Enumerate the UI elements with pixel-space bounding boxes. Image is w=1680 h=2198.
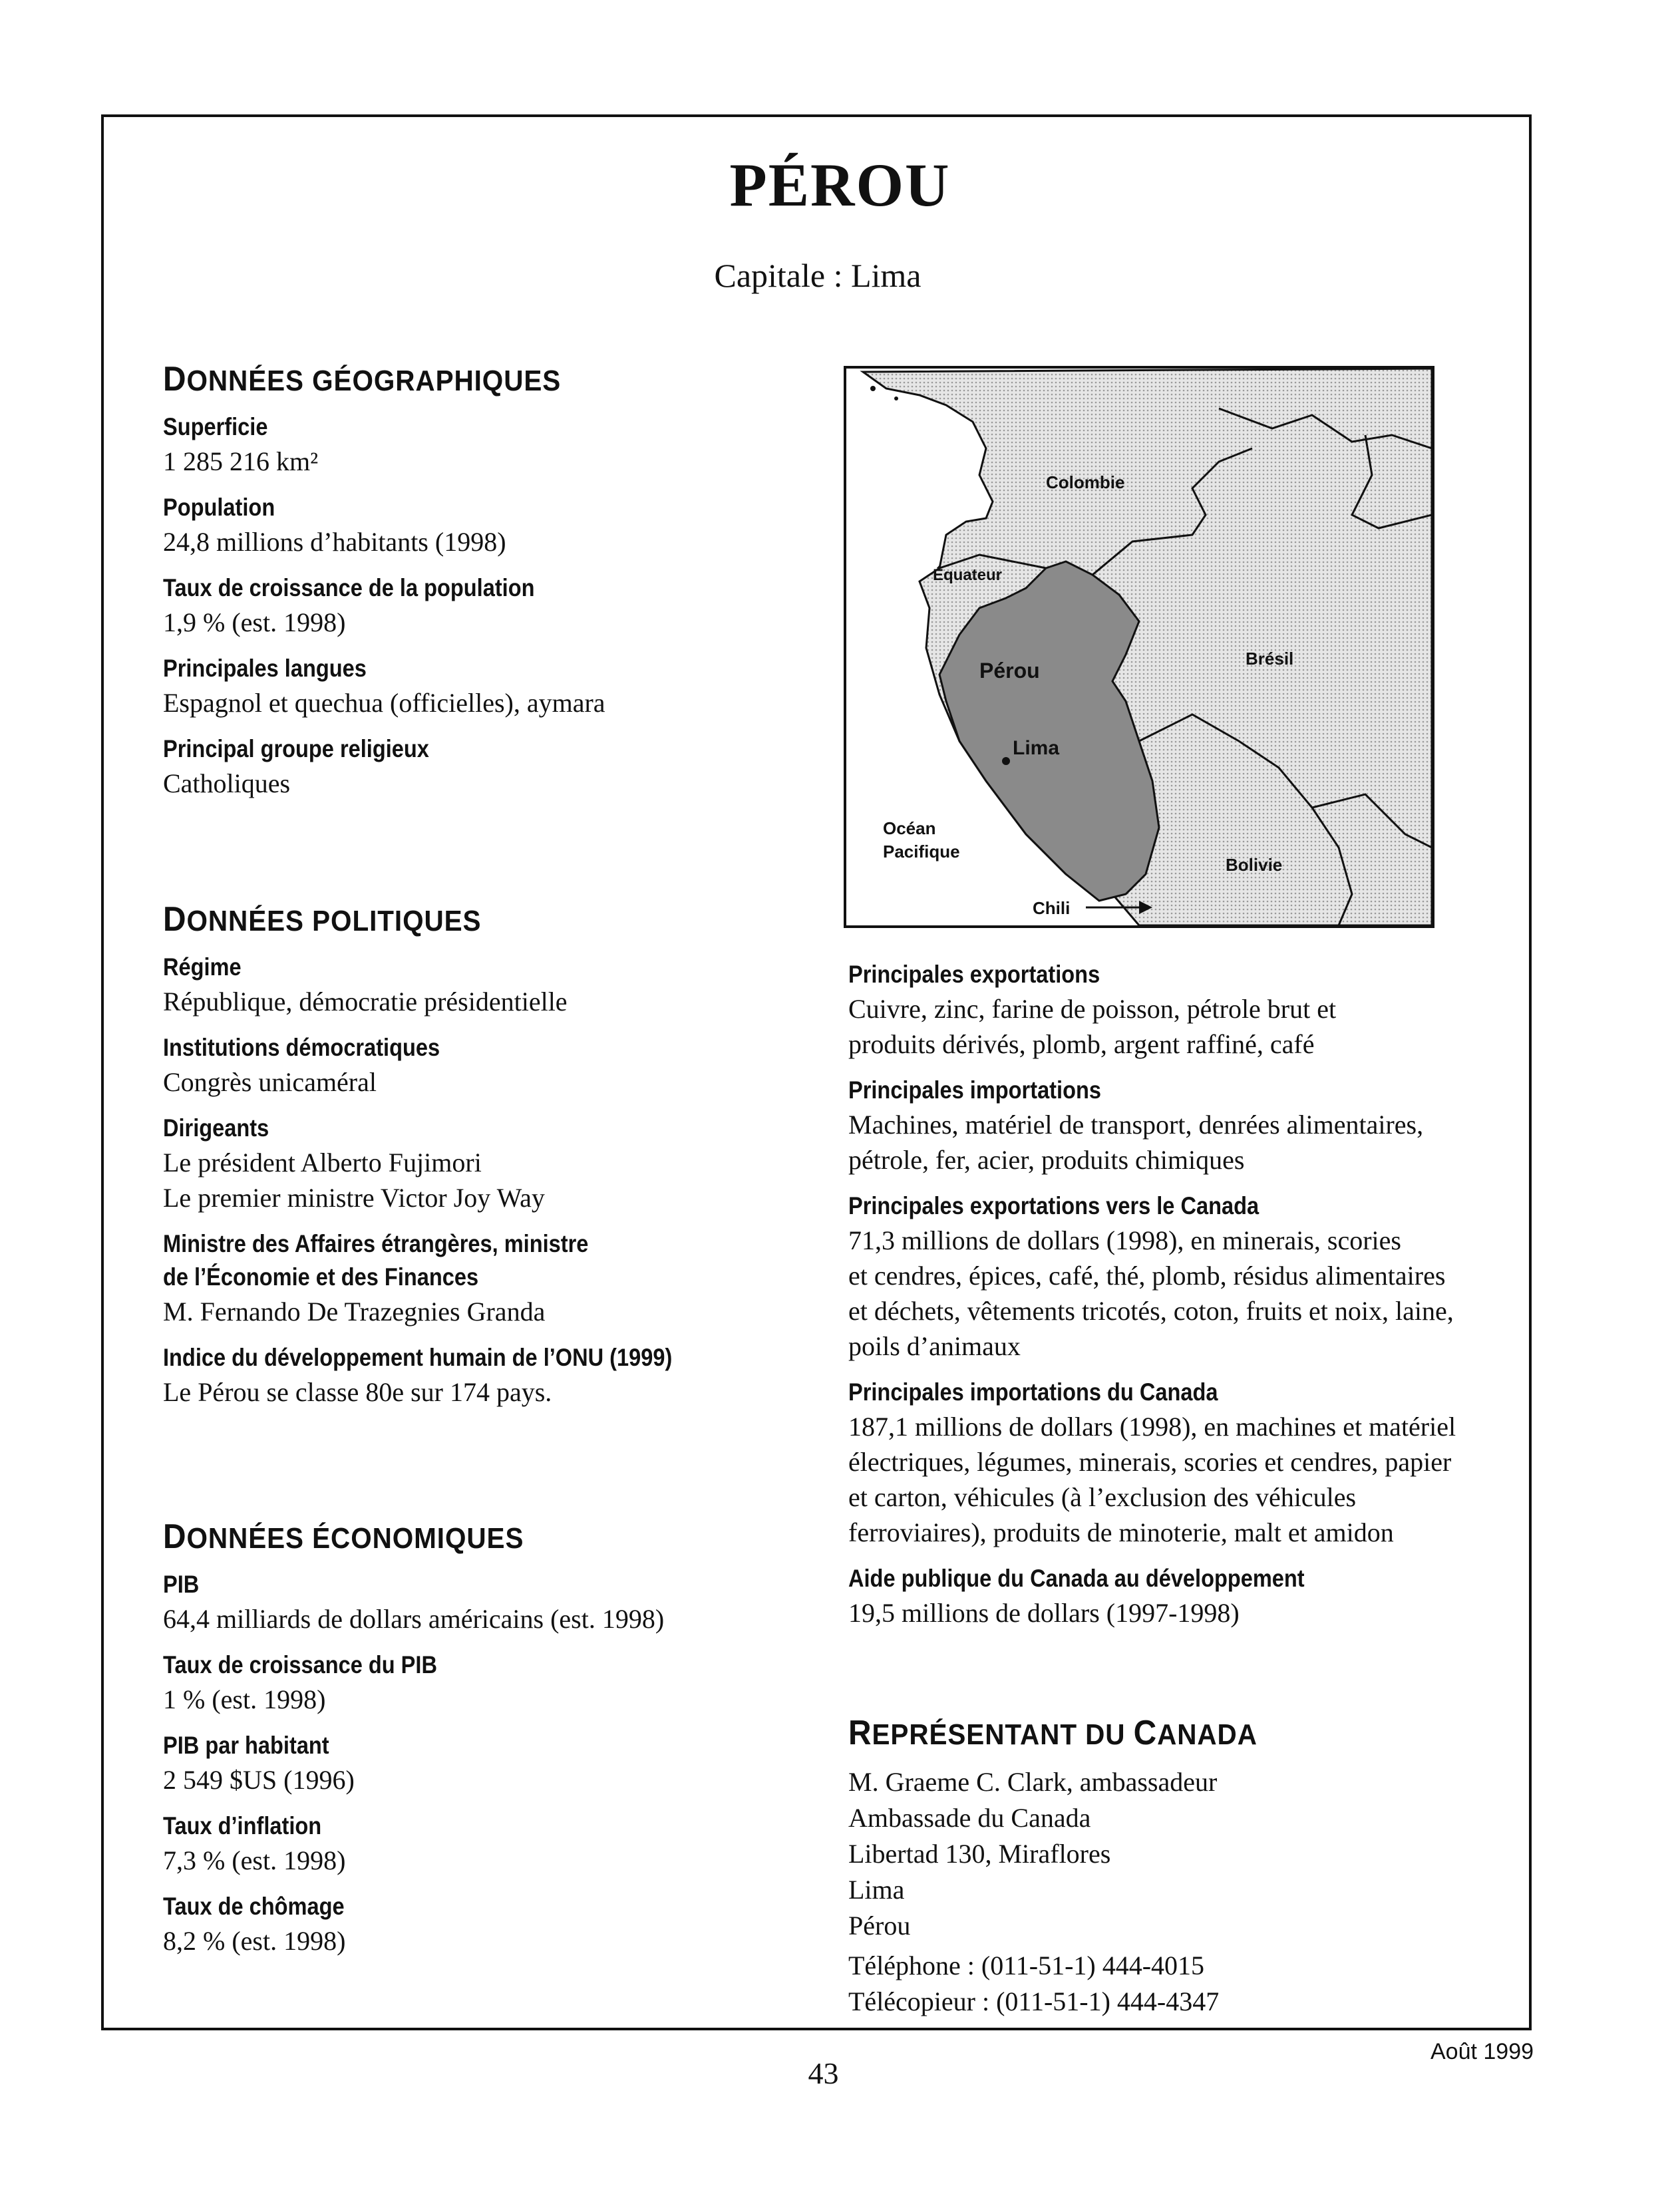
map-label-ocean-2: Pacifique [883,842,960,862]
representative-heading: REPRÉSENTANT DU CANADA [848,1714,1258,1752]
exports-canada-line: et cendres, épices, café, thé, plomb, résidus alimentaires [848,1261,1446,1291]
hdi-label: Indice du développement humain de l’ONU (1999) [163,1344,673,1371]
page-number: 43 [808,2056,839,2090]
geo-value: 24,8 millions d’habitants (1998) [163,527,506,557]
geo-value: 1,9 % (est. 1998) [163,607,346,637]
hdi-value: Le Pérou se classe 80e sur 174 pays. [163,1377,552,1407]
geo-label: Principales langues [163,655,367,682]
imports-canada-line: électriques, légumes, minerais, scories et cendres, papier [848,1447,1452,1477]
map-label-brazil: Brésil [1246,649,1294,669]
geo-value: 1 285 216 km² [163,446,319,476]
map-svg [846,369,1432,925]
regime-label: Régime [163,953,242,981]
map-label-lima: Lima [1013,737,1060,759]
minister-value: M. Fernando De Trazegnies Granda [163,1297,546,1327]
island-mark [870,386,876,391]
exports-label: Principales exportations [848,961,1100,988]
exports-line: Cuivre, zinc, farine de poisson, pétrole brut et [848,994,1337,1024]
imports-canada-label: Principales importations du Canada [848,1378,1218,1406]
island-mark [894,396,898,400]
trade-section [848,958,1514,1643]
regime-value: République, démocratie présidentielle [163,987,568,1017]
map-label-bolivia: Bolivie [1226,855,1283,875]
representative-line: Libertad 130, Miraflores [848,1839,1111,1869]
economy-label: Taux de croissance du PIB [163,1651,437,1678]
representative-section [848,1713,1514,2020]
imports-canada-line: 187,1 millions de dollars (1998), en machines et matériel [848,1412,1456,1442]
economy-heading: DONNÉES ÉCONOMIQUES [163,1517,524,1556]
exports-canada-line: poils d’animaux [848,1331,1021,1361]
geo-heading: DONNÉES GÉOGRAPHIQUES [163,360,562,398]
representative-line: Ambassade du Canada [848,1803,1091,1833]
politics-section [163,899,828,1422]
fax: Télécopieur : (011-51-1) 444-4347 [848,1986,1220,2016]
imports-canada-line: et carton, véhicules (à l’exclusion des véhicules [848,1482,1357,1512]
leaders-label: Dirigeants [163,1114,269,1142]
phone: Téléphone : (011-51-1) 444-4015 [848,1951,1205,1980]
footer-date: Août 1999 [1430,2039,1534,2064]
geo-label: Principal groupe religieux [163,735,429,762]
map-label-colombia: Colombie [1046,472,1125,492]
minister-label: de l’Économie et des Finances [163,1263,479,1291]
economy-value: 64,4 milliards de dollars américains (est. 1998) [163,1604,665,1634]
imports-line: pétrole, fer, acier, produits chimiques [848,1145,1245,1175]
geo-label: Population [163,494,275,521]
exports-line: produits dérivés, plomb, argent raffiné, café [848,1029,1315,1059]
map-label-ecuador: Équateur [933,566,1003,584]
economy-value: 2 549 $US (1996) [163,1765,355,1795]
geo-label: Superficie [163,413,268,440]
aid-label: Aide publique du Canada au développement [848,1565,1305,1592]
peru-map [844,366,1434,928]
institutions-label: Institutions démocratiques [163,1034,440,1061]
map-label-ocean-1: Océan [883,818,936,838]
capital-subtitle: Capitale : Lima [714,257,922,294]
page-title: PÉROU [729,151,951,219]
representative-line: Lima [848,1875,905,1905]
imports-canada-line: ferroviaires), produits de minoterie, malt et amidon [848,1517,1394,1547]
lima-dot [1002,757,1010,765]
economy-label: Taux d’inflation [163,1812,322,1839]
geo-value: Catholiques [163,768,291,798]
representative-line: Pérou [848,1911,911,1941]
geo-section [163,359,828,813]
map-label-chile: Chili [1033,898,1071,918]
institutions-value: Congrès unicaméral [163,1067,377,1097]
economy-label: PIB [163,1571,200,1598]
exports-canada-line: 71,3 millions de dollars (1998), en minerais, scories [848,1225,1401,1255]
economy-value: 7,3 % (est. 1998) [163,1845,346,1875]
geo-value: Espagnol et quechua (officielles), aymara [163,688,605,718]
economy-value: 8,2 % (est. 1998) [163,1926,346,1956]
leaders-line: Le premier ministre Victor Joy Way [163,1183,545,1213]
map-label-peru: Pérou [979,659,1040,683]
leaders-line: Le président Alberto Fujimori [163,1148,482,1178]
economy-label: Taux de chômage [163,1893,345,1920]
imports-line: Machines, matériel de transport, denrées alimentaires, [848,1110,1424,1140]
geo-label: Taux de croissance de la population [163,574,535,601]
exports-canada-label: Principales exportations vers le Canada [848,1192,1260,1219]
economy-label: PIB par habitant [163,1732,329,1759]
economy-value: 1 % (est. 1998) [163,1684,326,1714]
minister-label: Ministre des Affaires étrangères, ministre [163,1230,589,1257]
economy-section [163,1517,828,1970]
representative-line: M. Graeme C. Clark, ambassadeur [848,1767,1218,1797]
politics-heading: DONNÉES POLITIQUES [163,900,482,939]
aid-value: 19,5 millions de dollars (1997-1998) [848,1598,1240,1628]
exports-canada-line: et déchets, vêtements tricotés, coton, fruits et noix, laine, [848,1296,1454,1326]
imports-label: Principales importations [848,1076,1101,1104]
